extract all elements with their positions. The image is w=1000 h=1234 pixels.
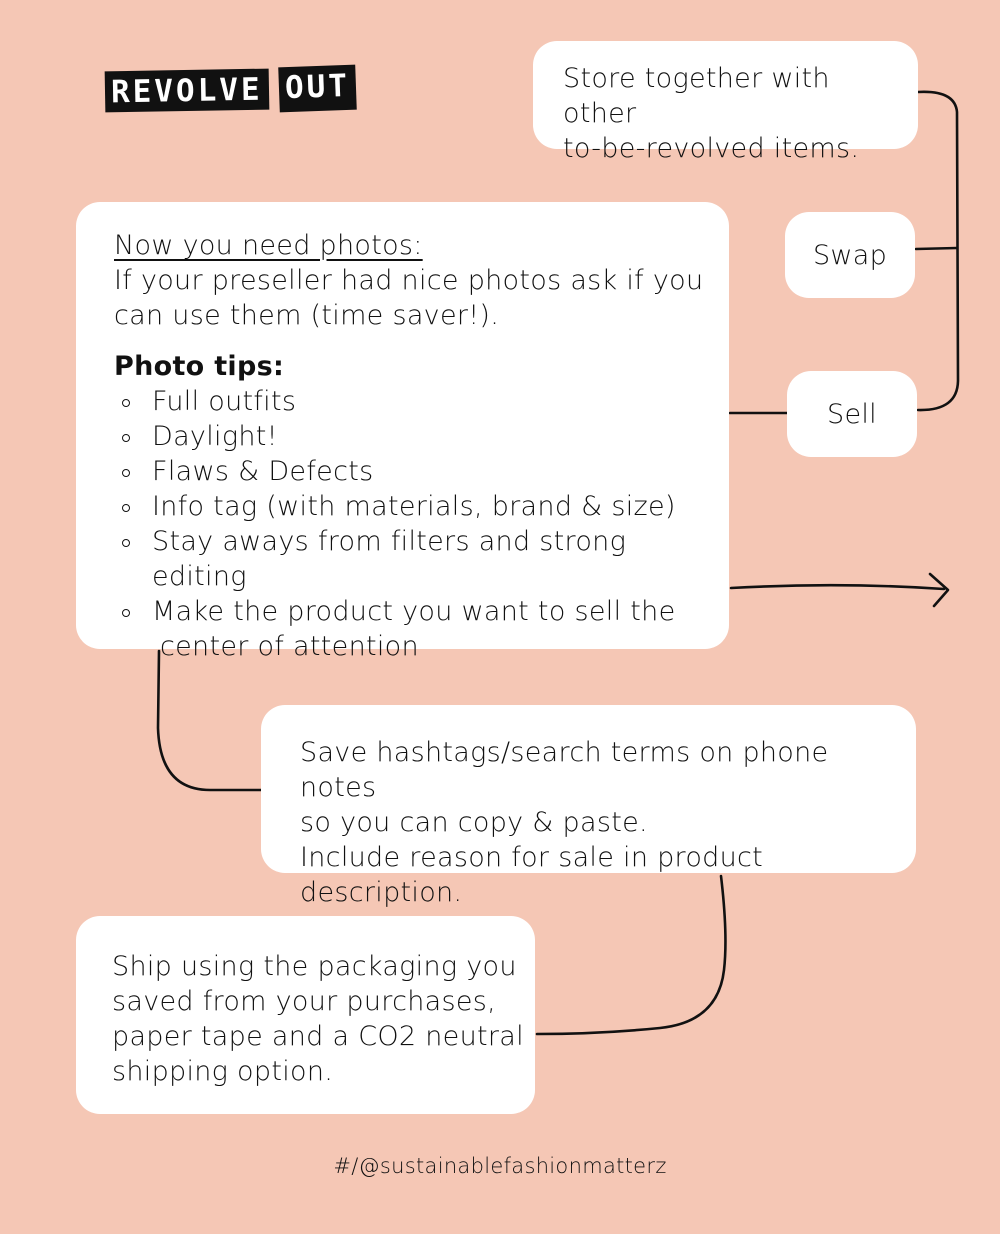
- ship-line-2: saved from your purchases,: [112, 986, 497, 1017]
- tip-text: Daylight!: [152, 421, 278, 452]
- tip-item: [114, 384, 709, 419]
- logo-word-revolve: REVOLVE: [105, 69, 269, 113]
- arrow-line: [731, 585, 944, 589]
- store-line-1: Store together with other: [563, 63, 830, 129]
- swap-box: [785, 212, 915, 298]
- ship-line-1: Ship using the packaging you: [112, 951, 517, 982]
- tip-item: [114, 489, 709, 524]
- photos-line-2: can use them (time saver!).: [114, 300, 500, 331]
- tip-item: [114, 419, 709, 454]
- photos-heading: Now you need photos:: [114, 230, 423, 261]
- tip-item: [114, 454, 709, 489]
- hashtags-line-1: Save hashtags/search terms on phone notes: [300, 737, 829, 803]
- photo-tips-list: [114, 384, 709, 664]
- tip-text: Flaws & Defects: [152, 456, 374, 487]
- photos-to-hashtags-connector: [158, 651, 262, 790]
- arrowhead: [930, 574, 948, 606]
- store-line-2: to-be-revolved items.: [563, 133, 860, 164]
- ship-box: [76, 916, 535, 1114]
- revolve-out-logo: [105, 67, 356, 111]
- sell-box: [787, 371, 917, 457]
- bracket-connector: [918, 92, 958, 410]
- swap-label: Swap: [812, 239, 888, 271]
- hashtags-line-2: so you can copy & paste.: [300, 807, 648, 838]
- tip-item: [114, 524, 709, 594]
- photo-tips-title: Photo tips:: [114, 351, 285, 382]
- ship-line-3: paper tape and a CO2 neutral: [112, 1021, 524, 1052]
- photos-line-1: If your preseller had nice photos ask if you: [114, 265, 704, 296]
- tip-text-continued: center of attention: [160, 631, 419, 662]
- hashtags-line-3: Include reason for sale in product description.: [300, 842, 764, 908]
- tip-text: Info tag (with materials, brand & size): [152, 491, 676, 522]
- logo-word-out: OUT: [278, 65, 357, 113]
- swap-connector: [916, 248, 957, 249]
- sell-label: Sell: [827, 398, 877, 430]
- ship-line-4: shipping option.: [112, 1056, 334, 1087]
- tip-text: Make the product you want to sell the: [152, 596, 676, 627]
- tip-text: Full outfits: [152, 386, 297, 417]
- store-box: [533, 41, 918, 164]
- tip-item: [114, 594, 709, 664]
- footer-handle: #/@sustainablefashionmatterz: [333, 1154, 667, 1178]
- photos-box: [76, 202, 729, 662]
- tip-text: Stay aways from filters and strong editing: [152, 526, 627, 592]
- hashtags-box: [261, 705, 916, 908]
